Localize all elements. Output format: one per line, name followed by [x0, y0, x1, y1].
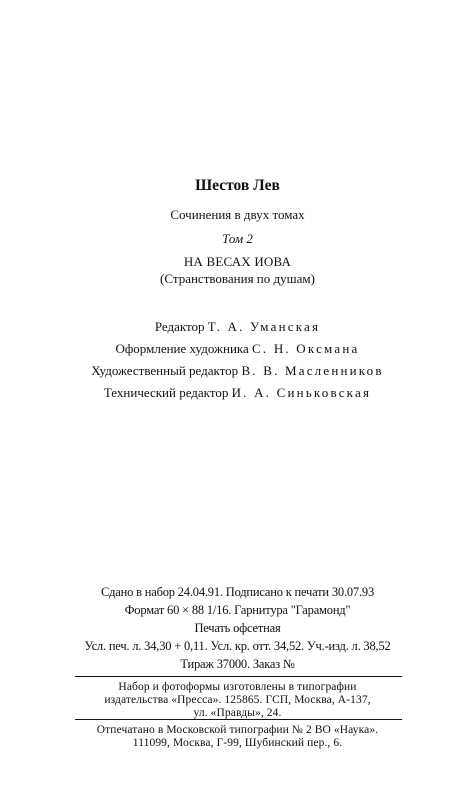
- divider-top: [75, 676, 402, 677]
- imprint-run: Тираж 37000. Заказ №: [180, 657, 295, 671]
- credit-art-editor: [0, 364, 475, 377]
- credit-editor: [0, 320, 475, 333]
- divider-bottom: [75, 719, 402, 720]
- credit-technical-editor: [0, 386, 475, 399]
- credit-role: Технический редактор: [103, 385, 229, 400]
- imprint-sheets: Усл. печ. л. 34,30 + 0,11. Усл. кр. отт. 34,52. Уч.-изд. л. 38,52: [84, 639, 391, 653]
- book-subtitle: (Странствования по душам): [160, 271, 315, 286]
- imprint-format: Формат 60 × 88 1/16. Гарнитура "Гарамонд": [124, 603, 351, 617]
- printer-line: 111099, Москва, Г-99, Шубинский пер., 6.: [132, 737, 343, 749]
- volume-label: Том 2: [222, 231, 253, 246]
- credit-person: С. Н. Оксмана: [252, 341, 360, 356]
- imprint-dates: Сдано в набор 24.04.91. Подписано к печати 30.07.93: [101, 585, 374, 599]
- series-title: Сочинения в двух томах: [170, 207, 305, 222]
- printer-line: Отпечатано в Московской типографии № 2 ВО «Наука».: [96, 724, 379, 736]
- credit-designer: [0, 342, 475, 355]
- credit-person: И. А. Синьковская: [231, 385, 372, 400]
- credit-role: Оформление художника: [115, 341, 249, 356]
- author-name: Шестов Лев: [195, 177, 280, 194]
- imprint-printing: Печать офсетная: [194, 621, 281, 635]
- typesetting-line: ул. «Правды», 24.: [193, 707, 282, 719]
- book-title: НА ВЕСАХ ИОВА: [183, 254, 292, 269]
- credit-person: Т. А. Уманская: [207, 319, 321, 334]
- credit-role: Редактор: [154, 319, 205, 334]
- typesetting-line: издательства «Пресса». 125865. ГСП, Москва, А-137,: [104, 694, 371, 706]
- credit-role: Художественный редактор: [91, 363, 239, 378]
- credit-person: В. В. Масленников: [241, 363, 384, 378]
- typesetting-line: Набор и фотоформы изготовлены в типографии: [118, 681, 357, 693]
